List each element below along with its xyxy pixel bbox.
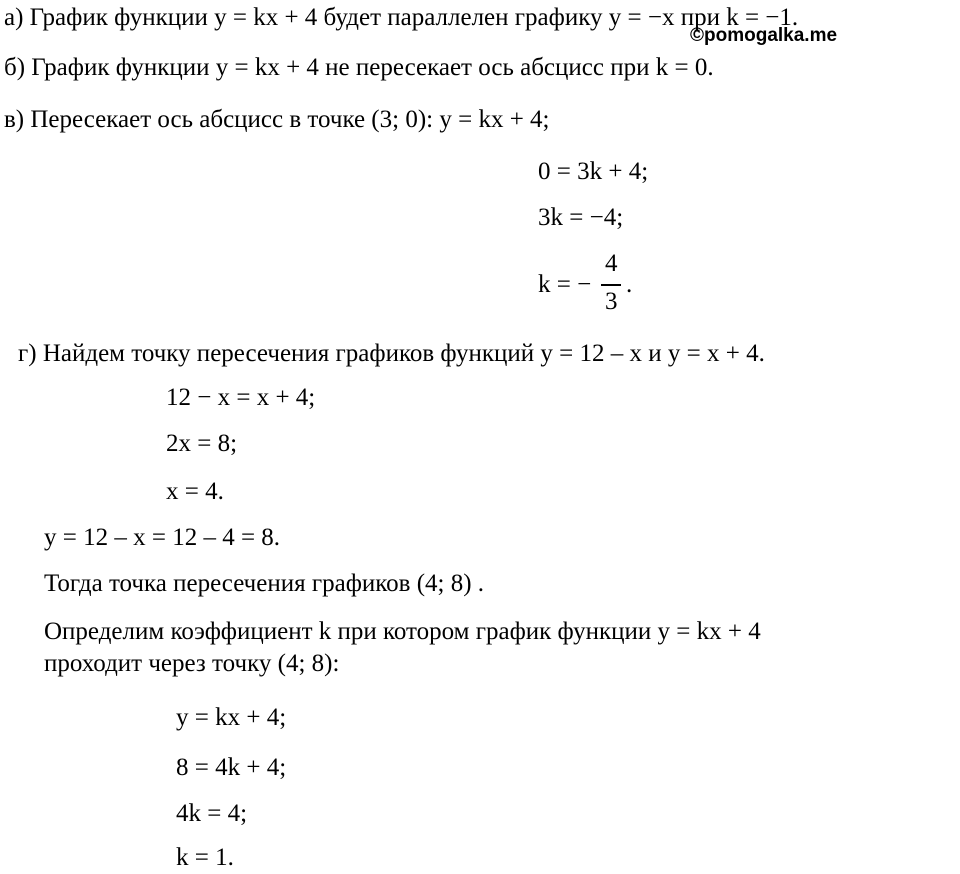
fraction-numerator: 4 [605,250,618,277]
part-g-step1: 12 − x = x + 4; [166,384,316,411]
fraction-suffix: . [626,271,633,298]
part-g-step2: 2x = 8; [166,430,238,457]
fraction-denominator: 3 [605,288,618,315]
part-g-step3: x = 4. [166,478,224,505]
watermark-text: ©pomogalka.me [690,25,838,46]
fraction-prefix: k = − [538,271,592,298]
part-b-text: б) График функции y = kx + 4 не пересекает ось абсцисс при k = 0. [4,54,714,81]
part-g-k-step3: 4k = 4; [176,800,248,827]
part-g-y-calc: y = 12 – x = 12 – 4 = 8. [44,524,281,551]
part-v-step1: 0 = 3k + 4; [538,158,649,185]
part-g-k-step1: y = kx + 4; [176,704,287,731]
part-g-k-step2: 8 = 4k + 4; [176,754,287,781]
part-a-text: а) График функции y = kx + 4 будет параллелен графику y = −x при k = −1. [4,4,799,31]
part-v-result [538,250,658,320]
part-g-intro: г) Найдем точку пересечения графиков функций y = 12 – x и y = x + 4. [18,340,765,367]
part-g-k-step4: k = 1. [176,844,234,871]
part-v-intro: в) Пересекает ось абсцисс в точке (3; 0): y = kx + 4; [4,106,550,133]
part-g-find-k-line1: Определим коэффициент k при котором график функции y = kx + 4 [44,618,761,645]
part-g-point: Тогда точка пересечения графиков (4; 8) . [44,570,485,597]
part-g-find-k-line2: проходит через точку (4; 8): [44,650,340,677]
fraction-bar [601,284,621,286]
part-v-step2: 3k = −4; [538,204,624,231]
